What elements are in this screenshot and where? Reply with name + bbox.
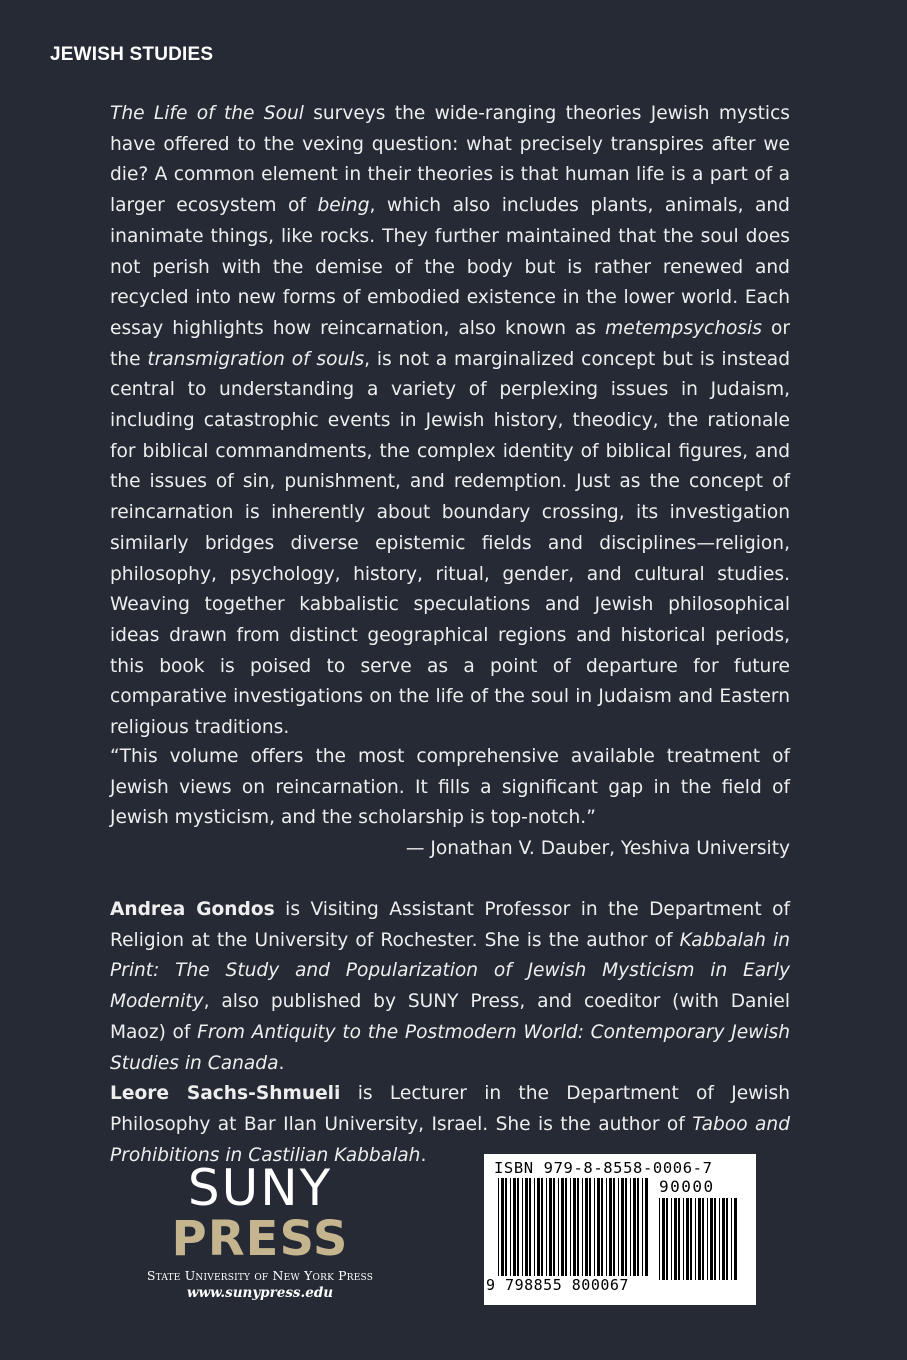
barcode-bar: [678, 1198, 680, 1280]
barcode-bar: [570, 1178, 571, 1282]
barcode-bar: [522, 1178, 523, 1282]
barcode-bar: [662, 1198, 665, 1280]
category-label: JEWISH STUDIES: [50, 44, 214, 65]
barcode-bar: [710, 1198, 713, 1280]
barcode-bar: [714, 1198, 716, 1280]
barcode-bar: [625, 1178, 627, 1282]
endorsement-quote: “This volume offers the most comprehensive available treatment of Jewish views on reincarnation. It fills a significant gap in the field of Jewish mysticism, and the scholarship is top-notch.”: [110, 746, 790, 829]
barcode-bar: [734, 1198, 737, 1280]
barcode-bar: [674, 1198, 677, 1280]
barcode-bar: [731, 1198, 732, 1280]
author-name: Leore Sachs-Shmueli: [110, 1083, 341, 1105]
barcode-bar: [505, 1178, 507, 1282]
barcode-bar: [558, 1178, 559, 1282]
author-bios: Andrea Gondos is Visiting Assistant Professor in the Department of Religion at the University of Rochester. She is the author of Kabbalah in Print: The Study and Popularization of Jewish Mysticism in Early Modernity, also published by SUNY Press, and coeditor (with Daniel Maoz) of From Antiquity to the Postmodern World: Contemporary Jewish Studies in Canada. Leore Sachs-Shmueli is Lecturer in the Department of Jewish Philosophy at Bar Ilan University, Israel. She is the author of Taboo and Prohibitions in Castilian Kabbalah.: [110, 899, 790, 1166]
barcode-bar: [621, 1178, 624, 1282]
barcode-bar: [529, 1178, 531, 1282]
barcode-bar: [637, 1178, 639, 1282]
barcode-bar: [498, 1178, 499, 1282]
barcode-bar: [577, 1178, 579, 1282]
isbn-label: ISBN 979-8-8558-0006-7: [494, 1159, 713, 1177]
barcode-bar: [671, 1198, 672, 1280]
barcode-bar: [561, 1178, 564, 1282]
book-description: The Life of the Soul surveys the wide-ranging theories Jewish mystics have offered to the vexing question: what precisely transpires after we die? A common element in their theories is that human life is a part of a larger ecosystem of being, which also includes plants, animals, and inanimate things, like rocks. They further maintained that the soul does not perish with the demise of the body but is rather renewed and recycled into new forms of embodied existence in the lower world. Each essay highlights how reincarnation, also known as metempsychosis or the transmigration of souls, is not a marginalized concept but is instead central to understanding a variety of perplexing issues in Judaism, including catastrophic events in Jewish history, theodicy, the rationale for biblical commandments, the complex identity of biblical figures, and the issues of sin, punishment, and redemption. Just as the concept of reincarnation is inherently about boundary crossing, its investigation similarly bridges diverse epistemic fields and disciplines—religion, philosophy, psychology, history, ritual, gender, and cultural studies. Weaving together kabbalistic speculations and Jewish philosophical ideas drawn from distinct geographical regions and historical periods, this book is poised to serve as a point of departure for future comparative investigations on the life of the soul in Judaism and Eastern religious traditions.: [110, 103, 791, 739]
barcode-bar: [541, 1178, 543, 1282]
barcode-bar: [726, 1198, 728, 1280]
publisher-logo: [140, 1159, 380, 1301]
barcode-bar: [695, 1198, 696, 1280]
barcode-bar: [645, 1178, 648, 1282]
barcode-bar: [546, 1178, 547, 1282]
barcode-bar: [525, 1178, 528, 1282]
barcode-bar: [683, 1198, 684, 1280]
barcode-bar: [537, 1178, 540, 1282]
barcode-bar: [686, 1198, 689, 1280]
logo-suny: SUNY: [187, 1159, 333, 1217]
barcode-bar: [517, 1178, 519, 1282]
barcode-bar: [707, 1198, 708, 1280]
barcode-bar: [618, 1178, 619, 1282]
barcode-bar: [573, 1178, 576, 1282]
barcode-bar: [582, 1178, 583, 1282]
author-name: Andrea Gondos: [110, 899, 275, 920]
publisher-name: State University of New York Press: [146, 1268, 374, 1283]
book-title: The Life of the Soul: [110, 103, 304, 124]
price-code: 90000: [659, 1177, 715, 1196]
barcode-bar: [719, 1198, 720, 1280]
publisher-url: www.sunypress.edu: [186, 1285, 334, 1301]
ean-digits: 9 798855 800067: [486, 1276, 656, 1294]
barcode-bar: [585, 1178, 588, 1282]
price-barcode-bars: [659, 1198, 739, 1280]
barcode-bar: [630, 1178, 631, 1282]
barcode-bar: [659, 1198, 660, 1280]
barcode-bar: [633, 1178, 636, 1282]
barcode-bar: [609, 1178, 612, 1282]
barcode-bar: [594, 1178, 595, 1282]
barcode-bar: [698, 1198, 701, 1280]
barcode-bar: [690, 1198, 692, 1280]
barcode-bars: [498, 1178, 650, 1282]
barcode-bar: [601, 1178, 603, 1282]
endorsement-attribution: — Jonathan V. Dauber, Yeshiva University: [405, 838, 790, 859]
barcode-bar: [702, 1198, 704, 1280]
barcode-bar: [513, 1178, 516, 1282]
barcode-bar: [501, 1178, 504, 1282]
barcode-bar: [549, 1178, 552, 1282]
barcode-bar: [597, 1178, 600, 1282]
barcode-bar: [565, 1178, 567, 1282]
barcode-bar: [722, 1198, 725, 1280]
barcode-bar: [589, 1178, 591, 1282]
barcode-bar: [534, 1178, 535, 1282]
barcode-bar: [510, 1178, 511, 1282]
barcode-bar: [642, 1178, 643, 1282]
logo-press: PRESS: [171, 1211, 349, 1267]
barcode-bar: [666, 1198, 668, 1280]
barcode-bar: [553, 1178, 555, 1282]
barcode-bar: [613, 1178, 615, 1282]
barcode: [484, 1154, 756, 1305]
barcode-bar: [606, 1178, 607, 1282]
